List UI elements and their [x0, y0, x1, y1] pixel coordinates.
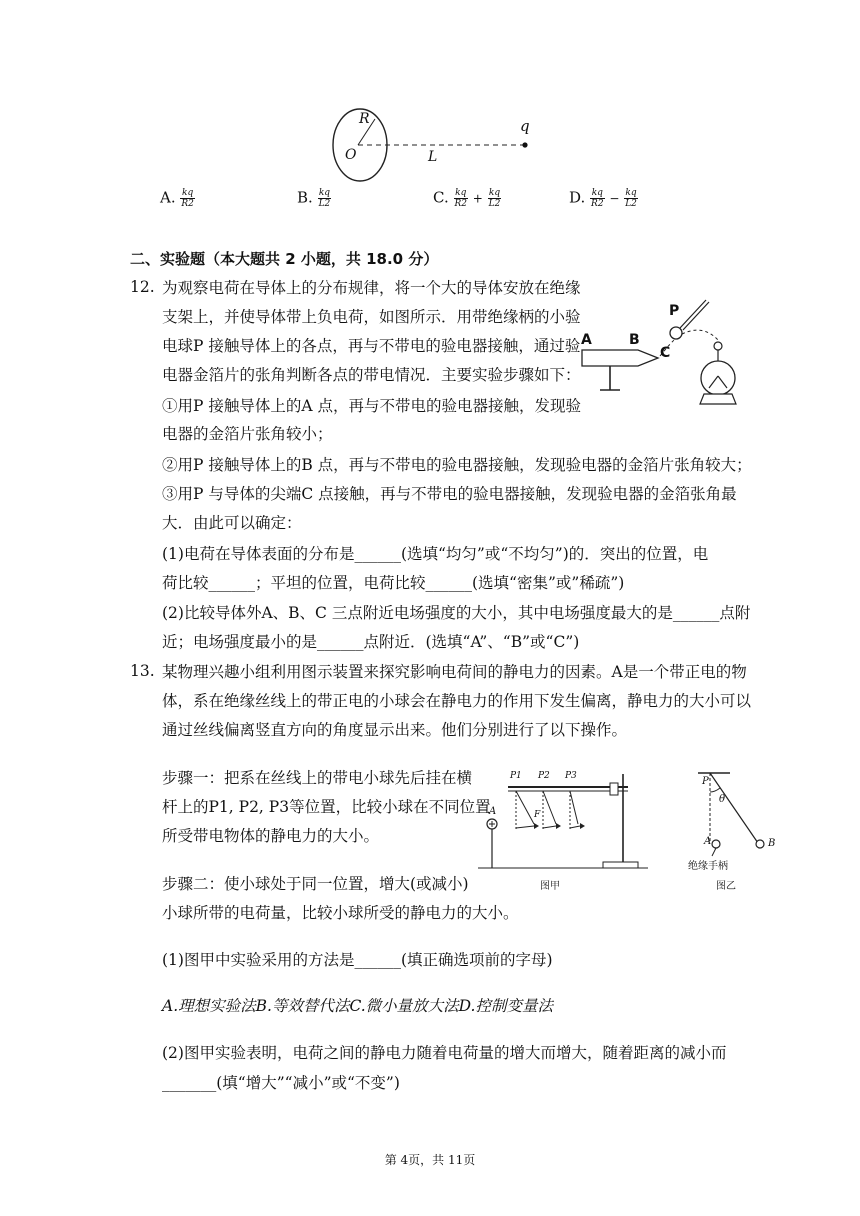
step1-line: 步骤一：把系在丝线上的带电小球先后挂在横	[162, 769, 473, 787]
insulated-handle	[712, 848, 716, 856]
fraction	[590, 188, 605, 209]
point-charge-q	[522, 142, 527, 147]
q12-line: 电球P 接触导体上的各点，再与不带电的验电器接触，通过验	[162, 337, 581, 355]
option-b	[297, 188, 331, 209]
choices-line: A.理想实验法B.等效替代法C.微小量放大法D.控制变量法	[162, 997, 553, 1015]
page-footer: 第 4页，共 11页	[384, 1153, 476, 1167]
force-arrow	[570, 826, 580, 828]
option-c	[433, 188, 501, 209]
option-d	[569, 188, 638, 209]
sphere-charge-figure	[325, 105, 545, 185]
step1-line: 杆上的P1, P2, P3等位置，比较小球在不同位置	[162, 798, 491, 816]
conductor-body	[582, 350, 658, 366]
support-base	[603, 862, 638, 868]
label-B: B	[768, 838, 776, 849]
q12-line: ②用P 接触导体上的B 点，再与不带电的验电器接触，发现验电器的金箔片张角较大；	[162, 456, 752, 474]
fraction-numerator: kq	[182, 188, 194, 198]
fraction-denominator: R2	[454, 199, 468, 209]
electroscope-jar	[701, 361, 735, 395]
fraction-denominator: L2	[488, 199, 501, 209]
fraction-denominator: L2	[625, 199, 637, 209]
label-P: P	[702, 776, 709, 787]
probe-ball	[670, 327, 682, 339]
section-title: 二、实验题（本大题共 2 小题，共 18.0 分）	[130, 250, 439, 268]
q13-line: 体，系在绝缘丝线上的带正电的小球会在静电力的作用下发生偏离，静电力的大小可以	[162, 692, 752, 710]
q12-line: 为观察电荷在导体上的分布规律，将一个大的导体安放在绝缘	[162, 279, 581, 297]
step1-line: 所受带电物体的静电力的大小。	[162, 827, 380, 845]
fraction-numerator: kq	[488, 188, 501, 198]
force-arrow	[543, 826, 556, 828]
fraction-numerator: kq	[625, 188, 637, 198]
fraction-denominator: R2	[591, 199, 604, 209]
fraction	[624, 188, 638, 209]
label-R: R	[359, 111, 370, 127]
probe-path	[682, 330, 718, 340]
angle-arc	[710, 788, 720, 792]
fraction-numerator: kq	[318, 188, 331, 198]
fraction	[488, 188, 502, 209]
caption-yi: 图乙	[716, 881, 736, 892]
q12-line: 电器的金箔片张角较小；	[162, 425, 333, 443]
fraction-numerator: kq	[591, 188, 603, 198]
fraction-denominator: R2	[181, 199, 194, 209]
sub-question-2: (2)图甲实验表明，电荷之间的静电力随着电荷量的增大而增大，随着距离的减小而	[162, 1044, 727, 1062]
arrow-head	[534, 823, 539, 829]
option-letter: B.	[297, 188, 313, 207]
operator: −	[609, 191, 620, 206]
label-P3: P3	[565, 771, 577, 781]
fraction	[180, 188, 195, 209]
q12-line: ③用P 与导体的尖端C 点接触，再与不带电的验电器接触，发现验电器的金箔张角最	[162, 485, 737, 503]
conductor-electroscope-figure	[578, 298, 738, 413]
sub-question-1: (1)图甲中实验采用的方法是______(填正确选项前的字母)	[162, 951, 553, 969]
question-number-12: 12.	[130, 278, 155, 296]
arrow-head	[580, 823, 585, 829]
label-A: A	[581, 332, 592, 348]
q12-line: (2)比较导体外A、B、C 三点附近电场强度的大小，其中电场强度最大的是______点附	[162, 604, 751, 622]
caption-jia: 图甲	[540, 881, 560, 892]
operator: +	[472, 191, 483, 206]
figure-jia	[478, 772, 653, 872]
label-q: q	[520, 117, 530, 135]
probe-handle	[683, 302, 709, 330]
q13-line: 通过丝线偏离竖直方向的角度显示出来。他们分别进行了以下操作。	[162, 721, 628, 739]
label-theta: θ	[719, 794, 726, 805]
step2-line: 步骤二：使小球处于同一位置，增大(或减小)	[162, 875, 469, 893]
q12-line: 大．由此可以确定：	[162, 514, 302, 532]
q12-line: ①用P 接触导体上的A 点，再与不带电的验电器接触，发现验	[162, 397, 581, 415]
option-letter: C.	[433, 188, 449, 207]
electroscope-knob	[714, 342, 722, 350]
thread	[570, 791, 578, 824]
sub-question-2: _______(填“增大”“减小”或“不变”)	[162, 1074, 400, 1092]
q12-line: (1)电荷在导体表面的分布是______(选填“均匀”或“不均匀”)的．突出的位置，电	[162, 545, 709, 563]
label-F: F	[534, 810, 541, 820]
fraction	[454, 188, 469, 209]
charge-A	[712, 840, 720, 848]
q12-line: 支架上，并使导体带上负电荷，如图所示．用带绝缘柄的小验	[162, 308, 581, 326]
q12-line: 近；电场强度最小的是______点附近．(选填“A”、“B”或“C”)	[162, 633, 580, 651]
label-P2: P2	[538, 771, 550, 781]
label-C: C	[660, 345, 671, 361]
fraction-numerator: kq	[455, 188, 467, 198]
question-number-13: 13.	[130, 662, 155, 680]
fraction	[318, 188, 332, 209]
ball-B	[756, 840, 764, 848]
label-insulated-handle: 绝缘手柄	[688, 861, 728, 872]
option-letter: D.	[569, 188, 586, 207]
thread	[543, 791, 556, 824]
label-B: B	[629, 332, 640, 348]
electroscope-base	[700, 394, 736, 404]
label-L: L	[428, 149, 438, 165]
force-arrow	[516, 826, 534, 828]
q12-line: 荷比较______；平坦的位置，电荷比较______(选填“密集”或”稀疏”)	[162, 574, 625, 592]
label-P1: P1	[510, 771, 522, 781]
step2-line: 小球所带的电荷量，比较小球所受的静电力的大小。	[162, 904, 519, 922]
q13-line: 某物理兴趣小组利用图示装置来探究影响电荷间的静电力的因素。A是一个带正电的物	[162, 663, 747, 681]
arrow-head	[556, 823, 561, 829]
label-P: P	[669, 303, 680, 319]
label-O: O	[345, 147, 357, 163]
fraction-denominator: L2	[318, 199, 331, 209]
thread	[710, 773, 758, 843]
option-a	[160, 188, 195, 209]
clamp	[610, 783, 618, 795]
label-A: A	[489, 806, 497, 817]
label-A: A	[704, 836, 712, 847]
q12-line: 电器金箔片的张角判断各点的带电情况．主要实验步骤如下：	[162, 366, 581, 384]
option-letter: A.	[160, 188, 176, 207]
probe-handle	[680, 300, 706, 328]
thread	[516, 791, 534, 824]
